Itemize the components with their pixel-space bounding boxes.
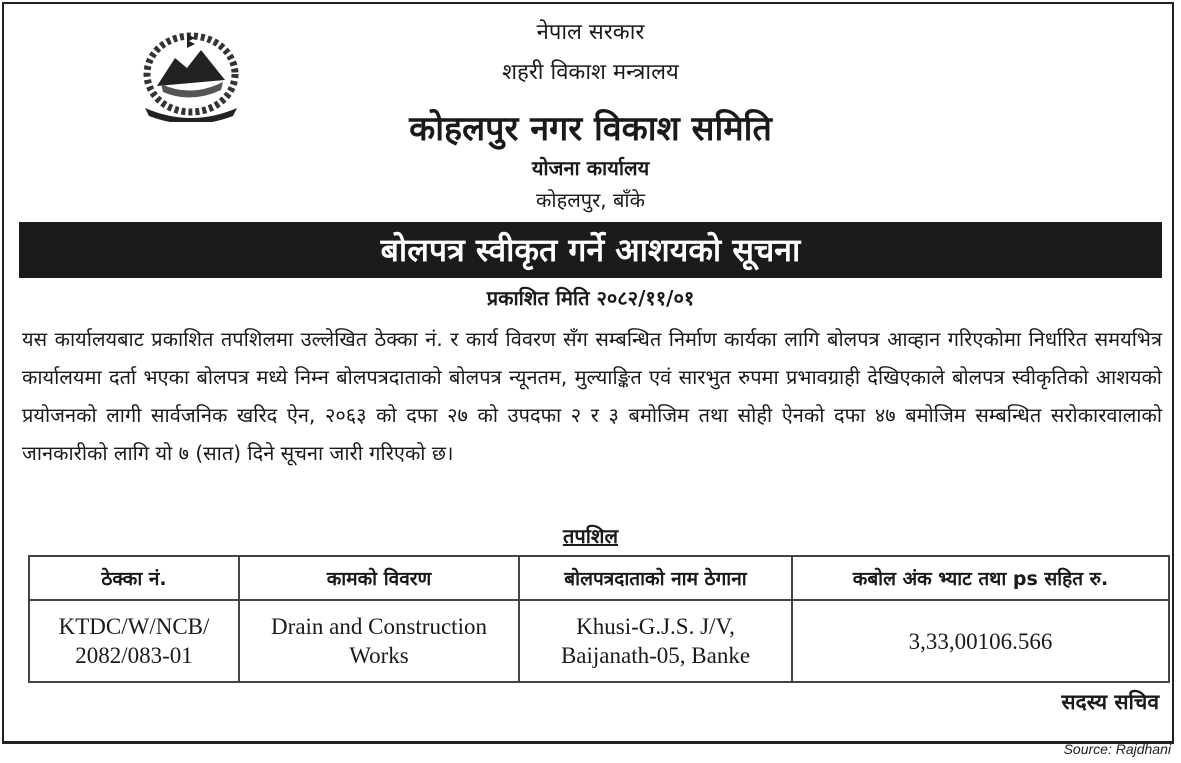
work-line1: Drain and Construction — [271, 614, 487, 639]
details-table — [28, 555, 1170, 683]
office-location: कोहलपुर, बाँके — [536, 188, 645, 212]
header-amount: कबोल अंक भ्याट तथा ps सहित रु. — [792, 556, 1169, 600]
table-row — [29, 600, 1169, 682]
bidder-cell — [519, 600, 792, 682]
bidder-line1: Khusi-G.J.S. J/V, — [576, 614, 735, 639]
source-credit: Source: Rajdhani — [1063, 741, 1171, 757]
signatory: सदस्य सचिव — [1061, 690, 1159, 714]
notice-title-banner: बोलपत्र स्वीकृत गर्ने आशयको सूचना — [19, 222, 1162, 278]
office-name: योजना कार्यालय — [531, 156, 650, 180]
header-contract-no: ठेक्का नं. — [29, 556, 239, 600]
ministry-name: शहरी विकाश मन्त्रालय — [502, 60, 679, 85]
table-header-row — [29, 556, 1169, 600]
header-work-description: कामको विवरण — [239, 556, 519, 600]
organization-name: कोहलपुर नगर विकाश समिति — [409, 109, 772, 149]
notice-body: यस कार्यालयबाट प्रकाशित तपशिलमा उल्लेखित ठेक्का नं. र कार्य विवरण सँग सम्बन्धित निर्माण कार्यका लागि बोलपत्र आव्हान गरिएकोमा निर्धारित समयभित्र कार्यालयमा दर्ता भएका बोलपत्र मध्ये निम्न बोलपत्रदाताको बोलपत्र न्यूनतम, मुल्याङ्कित एवं सारभुत रुपमा प्रभावग्राही देखिएकाले बोलपत्र स्वीकृतिको आशयको प्रयोजनको लागी सार्वजनिक खरिद ऐन, २०६३ को दफा २७ को उपदफा २ र ३ बमोजिम तथा सोही ऐनको दफा ४७ बमोजिम सम्बन्धित सरोकारवालाको जानकारीको लागि यो ७ (सात) दिने सूचना जारी गरिएको छ। — [22, 327, 1162, 465]
work-line2: Works — [349, 643, 409, 668]
work-cell — [239, 600, 519, 682]
published-date: प्रकाशित मिति २०८२/११/०१ — [486, 286, 695, 310]
contract-no-cell — [29, 600, 239, 682]
amount-cell: 3,33,00106.566 — [792, 600, 1169, 682]
bidder-line2: Baijanath-05, Banke — [560, 643, 751, 668]
header-bidder: बोलपत्रदाताको नाम ठेगाना — [519, 556, 792, 600]
details-heading: तपशिल — [562, 524, 619, 548]
contract-no-line2: 2082/083-01 — [75, 643, 193, 668]
government-name: नेपाल सरकार — [536, 20, 645, 45]
contract-no-line1: KTDC/W/NCB/ — [58, 614, 210, 639]
